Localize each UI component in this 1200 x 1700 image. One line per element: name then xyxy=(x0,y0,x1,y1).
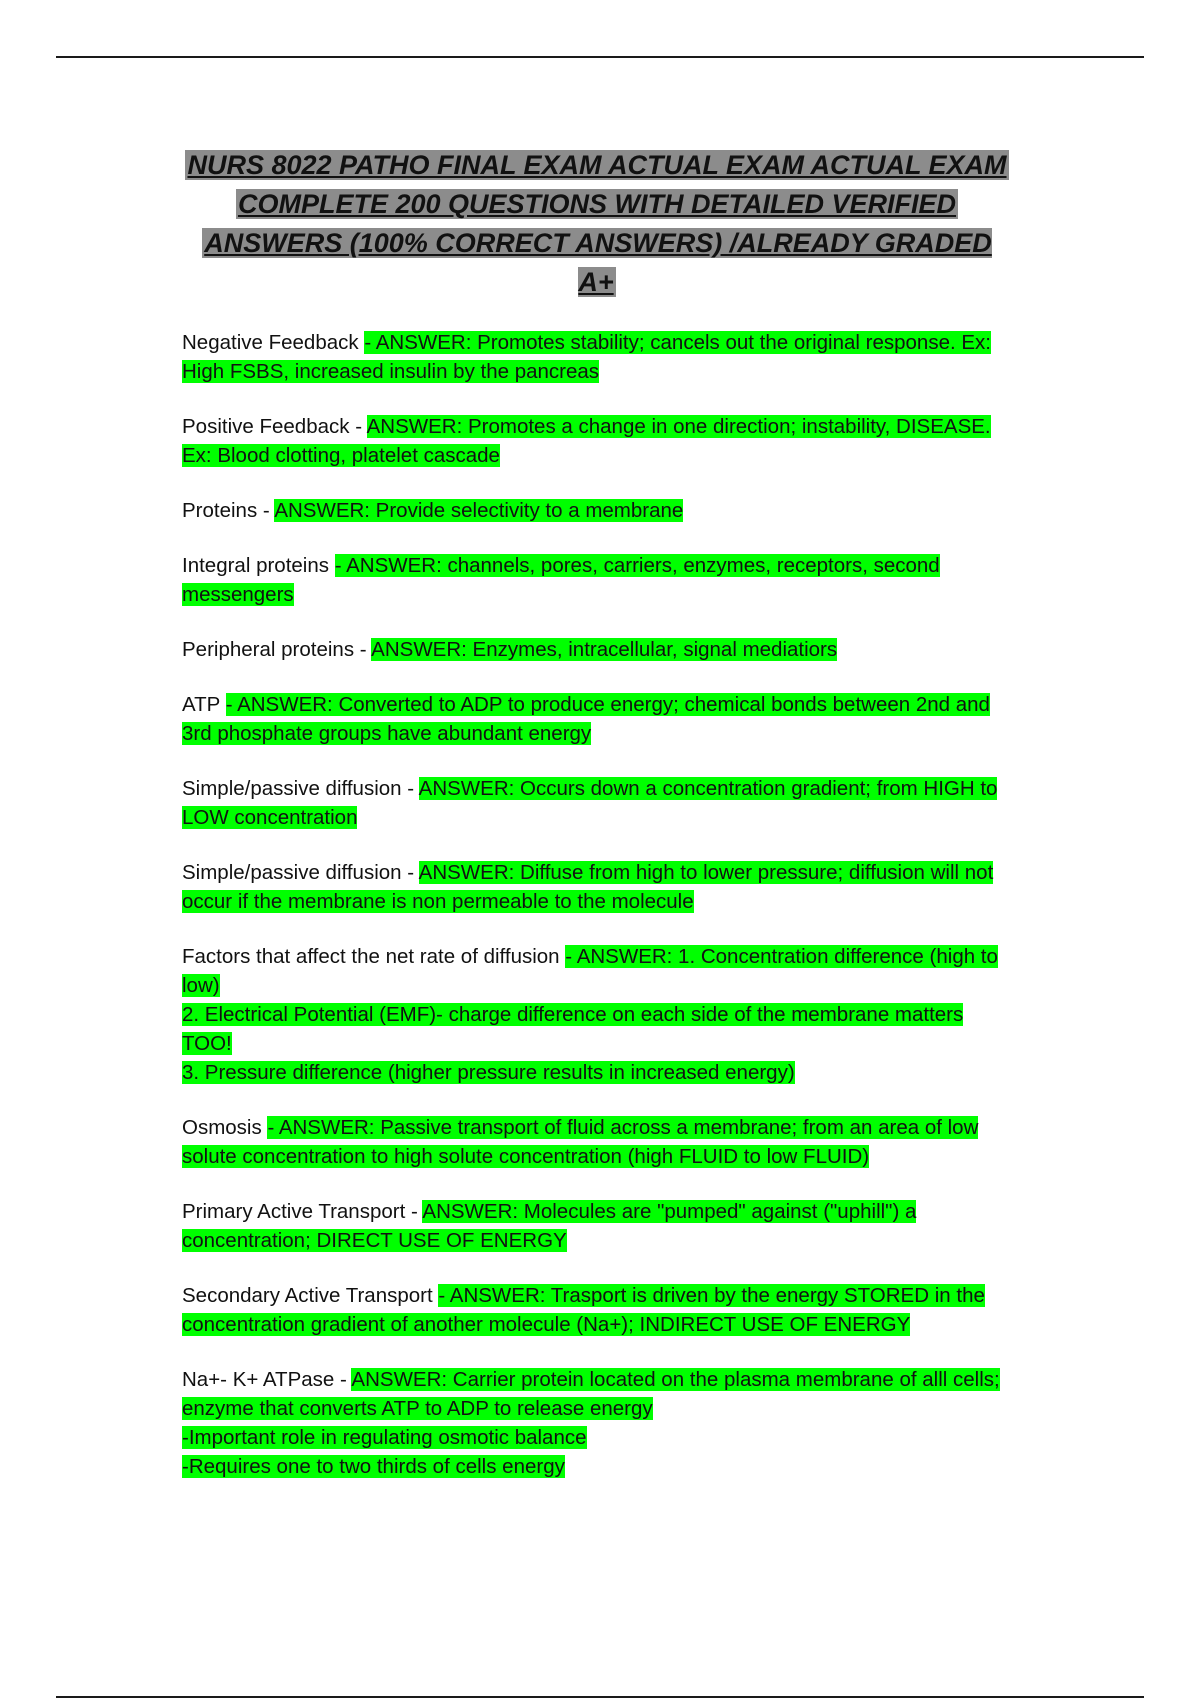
term: Primary Active Transport - xyxy=(182,1200,418,1223)
answer-line: 3. Pressure difference (higher pressure results in increased energy) xyxy=(182,1061,795,1084)
term: ATP xyxy=(182,693,220,716)
qa-item xyxy=(182,690,1012,748)
answer: - ANSWER: 1. Concentration difference (high to low) xyxy=(182,945,998,997)
qa-item xyxy=(182,635,1012,664)
term: Negative Feedback xyxy=(182,331,359,354)
answer: ANSWER: Provide selectivity to a membrane xyxy=(274,499,684,522)
answer: - ANSWER: channels, pores, carriers, enzymes, receptors, second messengers xyxy=(182,554,940,606)
qa-item xyxy=(182,858,1012,916)
document-title xyxy=(182,146,1012,302)
qa-item xyxy=(182,1113,1012,1171)
qa-item xyxy=(182,328,1012,386)
answer-line: -Important role in regulating osmotic balance xyxy=(182,1426,587,1449)
term: Secondary Active Transport xyxy=(182,1284,433,1307)
answer: - ANSWER: Trasport is driven by the energy STORED in the concentration gradient of another molecule (Na+); INDIRECT USE OF ENERGY xyxy=(182,1284,985,1336)
answer: - ANSWER: Passive transport of fluid across a membrane; from an area of low solute concentration to high solute concentration (high FLUID to low FLUID) xyxy=(182,1116,979,1168)
answer-line: 2. Electrical Potential (EMF)- charge difference on each side of the membrane matters TOO! xyxy=(182,1003,964,1055)
qa-item xyxy=(182,496,1012,525)
answer: ANSWER: Promotes a change in one direction; instability, DISEASE. Ex: Blood clotting, platelet cascade xyxy=(182,415,991,467)
qa-item xyxy=(182,1281,1012,1339)
term: Peripheral proteins - xyxy=(182,638,367,661)
top-rule xyxy=(56,56,1144,58)
answer: ANSWER: Carrier protein located on the plasma membrane of alll cells; enzyme that converts ATP to ADP to release energy xyxy=(182,1368,1000,1420)
term: Factors that affect the net rate of diffusion xyxy=(182,945,560,968)
title-line: NURS 8022 PATHO FINAL EXAM ACTUAL EXAM ACTUAL EXAM xyxy=(187,150,1007,180)
document-body xyxy=(182,146,1012,1507)
term: Positive Feedback - xyxy=(182,415,363,438)
qa-item xyxy=(182,1365,1012,1481)
term: Osmosis xyxy=(182,1116,262,1139)
term: Integral proteins xyxy=(182,554,330,577)
answer: ANSWER: Molecules are "pumped" against ("uphill") a concentration; DIRECT USE OF ENERGY xyxy=(182,1200,917,1252)
answer: ANSWER: Enzymes, intracellular, signal mediatiors xyxy=(371,638,838,661)
qa-item xyxy=(182,551,1012,609)
term: Na+- K+ ATPase - xyxy=(182,1368,347,1391)
qa-item xyxy=(182,1197,1012,1255)
bottom-rule xyxy=(56,1696,1144,1698)
title-line: ANSWERS (100% CORRECT ANSWERS) /ALREADY GRADED A+ xyxy=(204,228,992,297)
qa-item xyxy=(182,774,1012,832)
title-line: COMPLETE 200 QUESTIONS WITH DETAILED VERIFIED xyxy=(237,189,957,219)
qa-item xyxy=(182,412,1012,470)
qa-item xyxy=(182,942,1012,1087)
answer: - ANSWER: Converted to ADP to produce energy; chemical bonds between 2nd and 3rd phosphate groups have abundant energy xyxy=(182,693,990,745)
term: Proteins - xyxy=(182,499,270,522)
answer: ANSWER: Diffuse from high to lower pressure; diffusion will not occur if the membrane is non permeable to the molecule xyxy=(182,861,994,913)
answer-line: -Requires one to two thirds of cells energy xyxy=(182,1455,565,1478)
answer: - ANSWER: Promotes stability; cancels out the original response. Ex: High FSBS, increased insulin by the pancreas xyxy=(182,331,991,383)
term: Simple/passive diffusion - xyxy=(182,777,415,800)
term: Simple/passive diffusion - xyxy=(182,861,415,884)
answer: ANSWER: Occurs down a concentration gradient; from HIGH to LOW concentration xyxy=(182,777,998,829)
